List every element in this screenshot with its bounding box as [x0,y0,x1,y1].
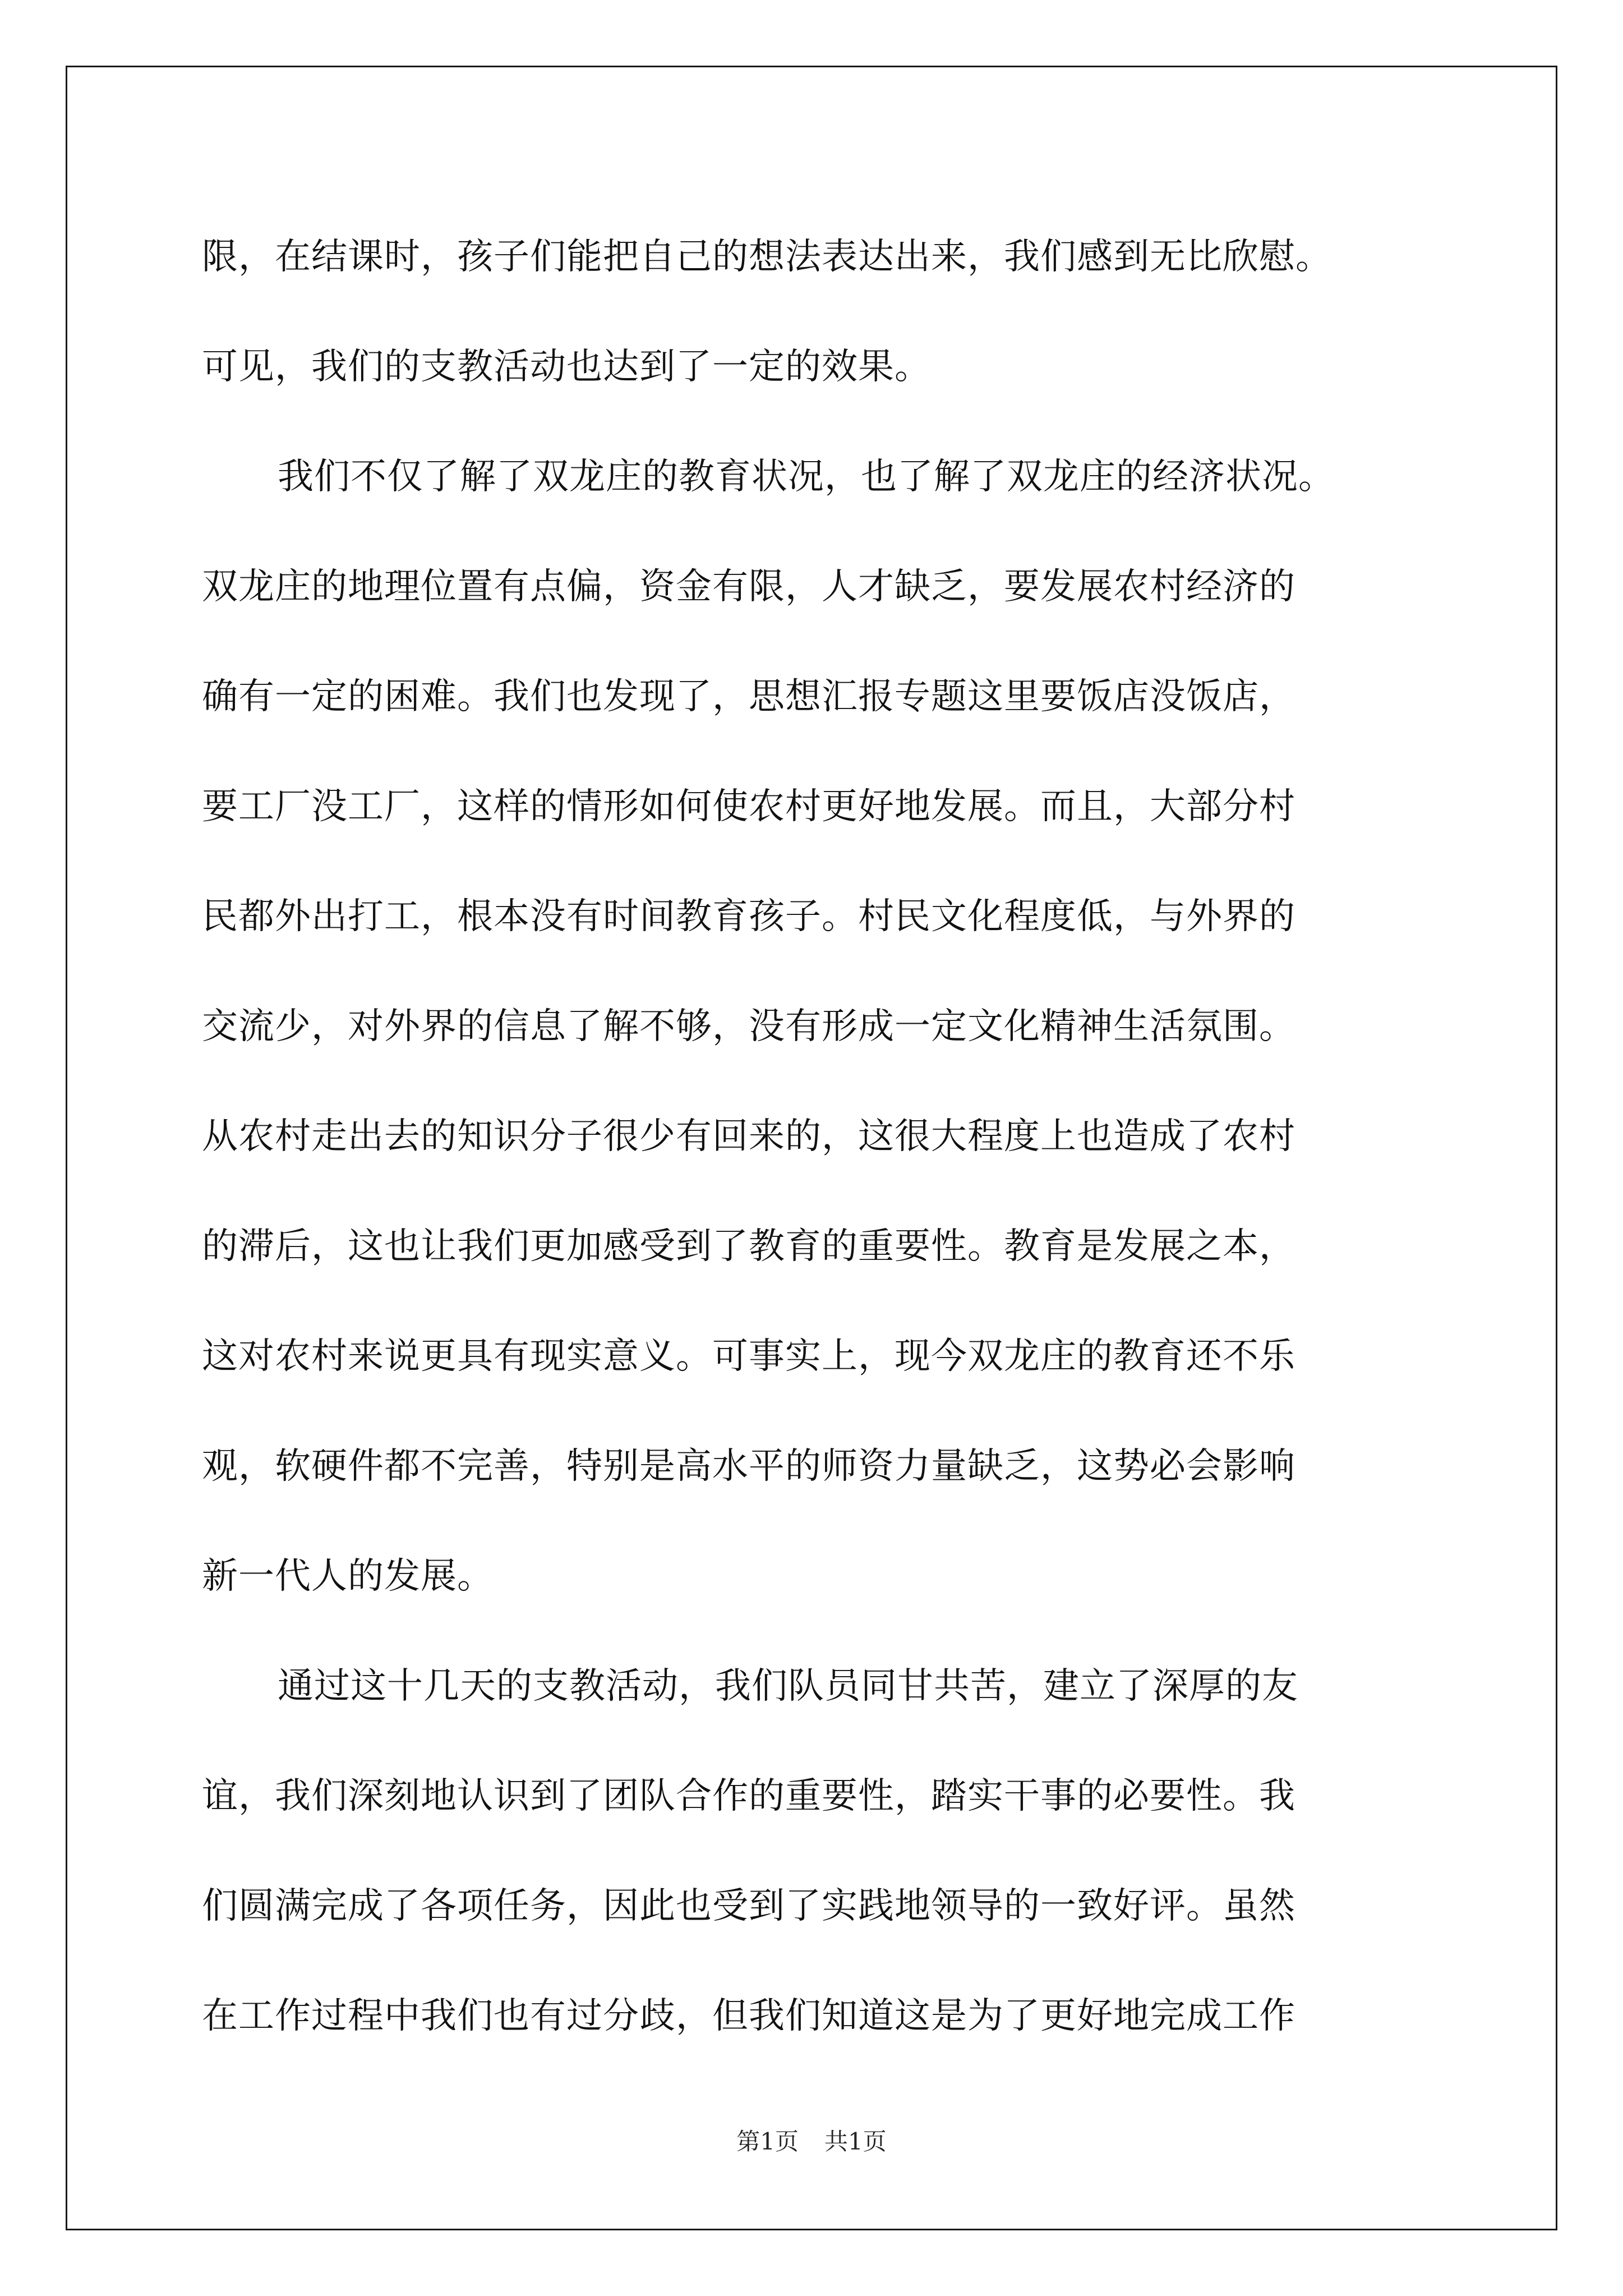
text-line: 谊，我们深刻地认识到了团队合作的重要性，踏实干事的必要性。我 [202,1775,1295,1817]
page-number: 第1页 [736,2128,799,2155]
text-line: 的滞后，这也让我们更加感受到了教育的重要性。教育是发展之本， [202,1226,1295,1267]
text-line: 限，在结课时，孩子们能把自己的想法表达出来，我们感到无比欣慰。 [202,236,1332,278]
text-line: 双龙庄的地理位置有点偏，资金有限，人才缺乏，要发展农村经济的 [202,566,1295,608]
text-line: 这对农村来说更具有现实意义。可事实上，现今双龙庄的教育还不乐 [202,1336,1295,1377]
text-line: 在工作过程中我们也有过分歧，但我们知道这是为了更好地完成工作 [202,1995,1295,2037]
text-line: 要工厂没工厂，这样的情形如何使农村更好地发展。而且，大部分村 [202,786,1295,827]
text-line: 可见，我们的支教活动也达到了一定的效果。 [202,346,931,388]
text-line: 们圆满完成了各项任务，因此也受到了实践地领导的一致好评。虽然 [202,1885,1295,1927]
text-line: 民都外出打工，根本没有时间教育孩子。村民文化程度低，与外界的 [202,896,1295,937]
text-line: 交流少，对外界的信息了解不够，没有形成一定文化精神生活氛围。 [202,1006,1295,1047]
text-line: 新一代人的发展。 [202,1556,494,1597]
text-line: 从农村走出去的知识分子很少有回来的，这很大程度上也造成了农村 [202,1116,1295,1157]
paragraph-start-line: 通过这十几天的支教活动，我们队员同甘共苦，建立了深厚的友 [278,1665,1298,1707]
document-body [202,202,1430,2071]
paragraph-start-line: 我们不仅了解了双龙庄的教育状况，也了解了双龙庄的经济状况。 [278,456,1335,498]
page-total: 共1页 [824,2128,887,2155]
text-line: 确有一定的困难。我们也发现了，思想汇报专题这里要饭店没饭店， [202,676,1295,717]
text-line: 观，软硬件都不完善，特别是高水平的师资力量缺乏，这势必会影响 [202,1446,1295,1487]
page-footer [0,2125,1623,2159]
